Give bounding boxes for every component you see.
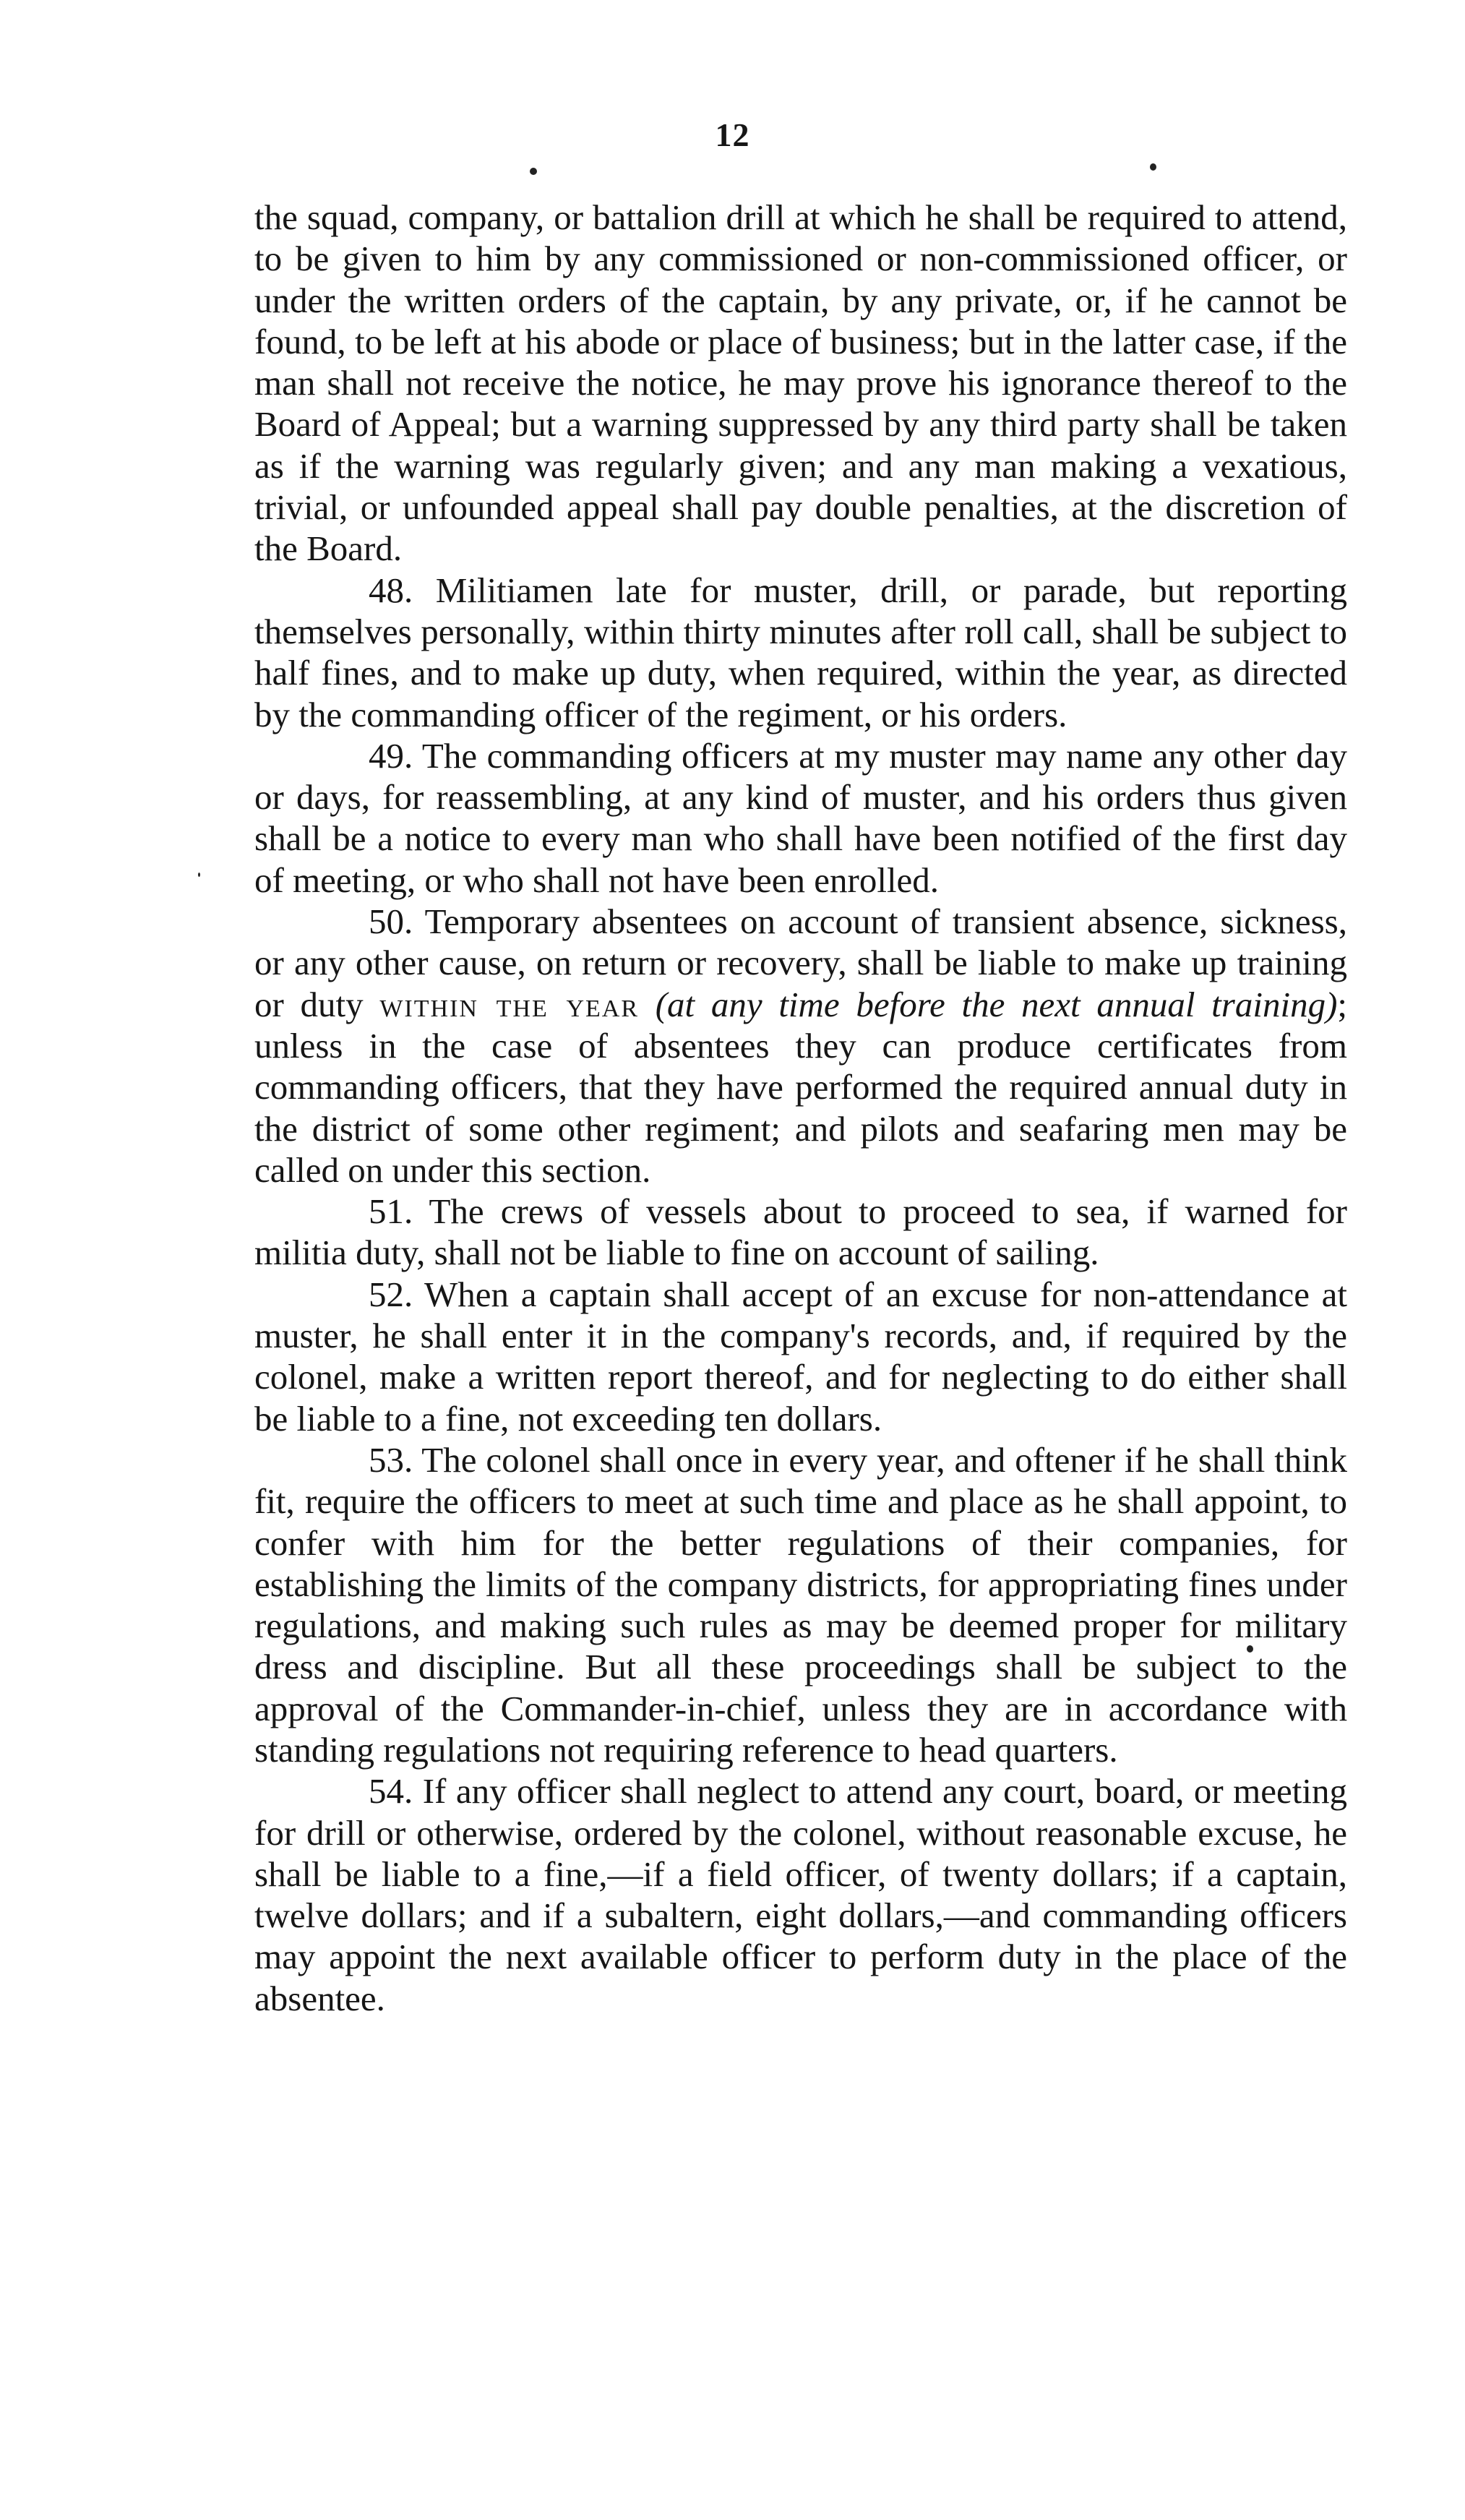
page-number: 12 — [715, 116, 750, 153]
paragraph-continued: the squad, company, or battalion drill at which he shall be required to attend, to be given to him by any commissioned or non-commissioned officer, or under the written orders of the captain, by any private, or, if he cannot be found, to be left at his abode or place of business; but in the latter case, if the man shall not receive the notice, he may prove his ignorance thereof to the Board of Appeal; but a warning suppressed by any third party shall be taken as if the warning was regularly given; and any man making a vexatious, trivial, or unfounded appeal shall pay double penalties, at the discretion of the Board. — [254, 197, 1347, 569]
paragraph-section-54: 54. If any officer shall neglect to attend any court, board, or meeting for drill or otherwise, ordered by the colonel, without reasonable excuse, he shall be liable to a fine,—if a field officer, of twenty dollars; if a captain, twelve dollars; and if a subaltern, eight dollars,—and commanding officers may appoint the next available officer to perform duty in the place of the absentee. — [254, 1771, 1347, 2018]
paragraph-section-53: 53. The colonel shall once in every year, and oftener if he shall think fit, require the officers to meet at such time and place as he shall appoint, to confer with him for the better regulations of their companies, for establishing the limits of the company districts, for appropriating fines under regulations, and making such rules as may be deemed proper for military dress and discipline. But all these proceedings shall be subject to the approval of the Commander-in-chief, unless they are in accordance with standing regulations not requiring reference to head quarters. — [254, 1439, 1347, 1770]
ink-speck — [1150, 163, 1156, 171]
paragraph-section-49: 49. The commanding officers at my muster may name any other day or days, for reassembling, at any kind of muster, and his orders thus given shall be a notice to every man who shall have been notified of the first day of meeting, or who shall not have been enrolled. — [254, 735, 1347, 900]
section-50-italic-phrase: (at any time before the next annual training) — [655, 984, 1338, 1024]
paragraph-section-48: 48. Militiamen late for muster, drill, or parade, but reporting themselves personally, within thirty minutes after roll call, shall be subject to half fines, and to make up duty, when required, within the year, as directed by the commanding officer of the regiment, or his orders. — [254, 570, 1347, 734]
ink-speck — [530, 168, 537, 175]
paragraph-section-51: 51. The crews of vessels about to proceed to sea, if warned for militia duty, shall not be liable to fine on account of sailing. — [254, 1191, 1347, 1273]
body-text — [254, 197, 1347, 2019]
section-50-text-end: ; unless in the case of absentees they can produce certificates from commanding officers, that they have performed the required annual duty in the district of some other regiment; and pilots and seafaring men may be called on under this section. — [254, 984, 1348, 1190]
paragraph-section-50 — [254, 901, 1347, 1191]
section-50-text-start: 50. Temporary absentees on account of transient absence, sickness, or any other cause, on return or recovery, shall be liable to make up training or duty — [254, 901, 1347, 1024]
paragraph-section-52: 52. When a captain shall accept of an excuse for non-attendance at muster, he shall enter it in the company's records, and, if required by the colonel, make a written report thereof, and for neglecting to do either shall be liable to a fine, not exceeding ten dollars. — [254, 1274, 1347, 1439]
section-50-smallcaps-phrase: within the year — [379, 984, 640, 1024]
ink-speck — [198, 873, 200, 877]
